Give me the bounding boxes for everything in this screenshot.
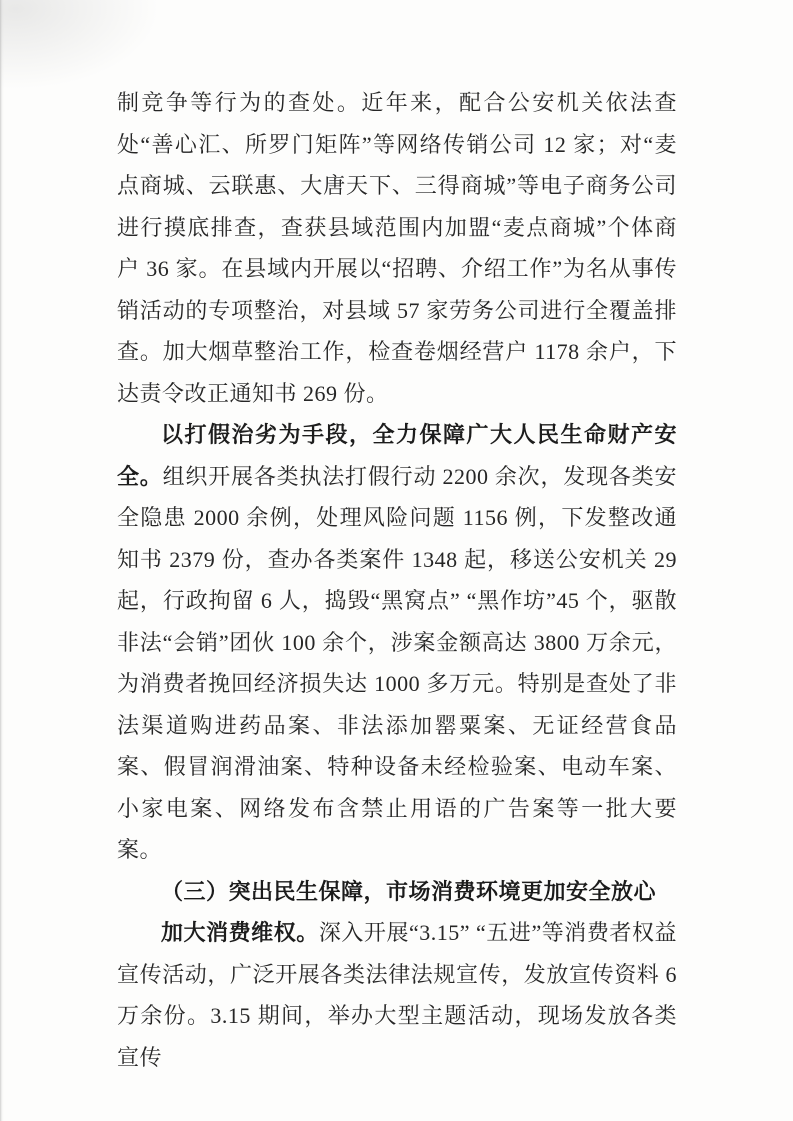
paragraph-continued-from-previous-page [117,82,677,414]
paragraph-consumer-rights [117,912,677,1078]
paragraph-1-text: 制竞争等行为的查处。近年来，配合公安机关依法查处“善心汇、所罗门矩阵”等网络传销公司 12 家；对“麦点商城、云联惠、大唐天下、三得商城”等电子商务公司进行摸底排查，查获县域范围内加盟“麦点商城”个体商户 36 家。在县域内开展以“招聘、介绍工作”为名从事传销活动的专项整治，对县域 57 家劳务公司进行全覆盖排查。加大烟草整治工作，检查卷烟经营户 1178 余户，下达责令改正通知书 269 份。 [117,90,677,406]
paragraph-anti-counterfeiting [117,414,677,871]
section-heading-three: （三）突出民生保障，市场消费环境更加安全放心 [161,878,657,904]
text-block [117,82,677,1078]
paragraph-3-lead-sentence: 加大消费维权。 [161,920,319,945]
paragraph-2-lead-sentence: 以打假治劣为手段，全力保障广大人民生命财产安全。 [117,422,677,489]
paragraph-3-text: 深入开展“3.15” “五进”等消费者权益宣传活动，广泛开展各类法律法规宣传，发放宣传资料 6 万余份。3.15 期间，举办大型主题活动，现场发放各类宣传 [117,920,677,1070]
paragraph-2-text: 组织开展各类执法打假行动 2200 余次，发现各类安全隐患 2000 余例，处理风险问题 1156 例，下发整改通知书 2379 份，查办各类案件 1348 起，移送公安机关 29 起，行政拘留 6 人，捣毁“黑窝点” “黑作坊”45 个，驱散非法“会销”团伙 100 余个，涉案金额高达 3800 万余元，为消费者挽回经济损失达 1000 多万元。特别是查处了非法渠道购进药品案、非法添加罂粟案、无证经营食品案、假冒润滑油案、特种设备未经检验案、电动车案、小家电案、网络发布含禁止用语的广告案等一批大要案。 [117,463,677,862]
